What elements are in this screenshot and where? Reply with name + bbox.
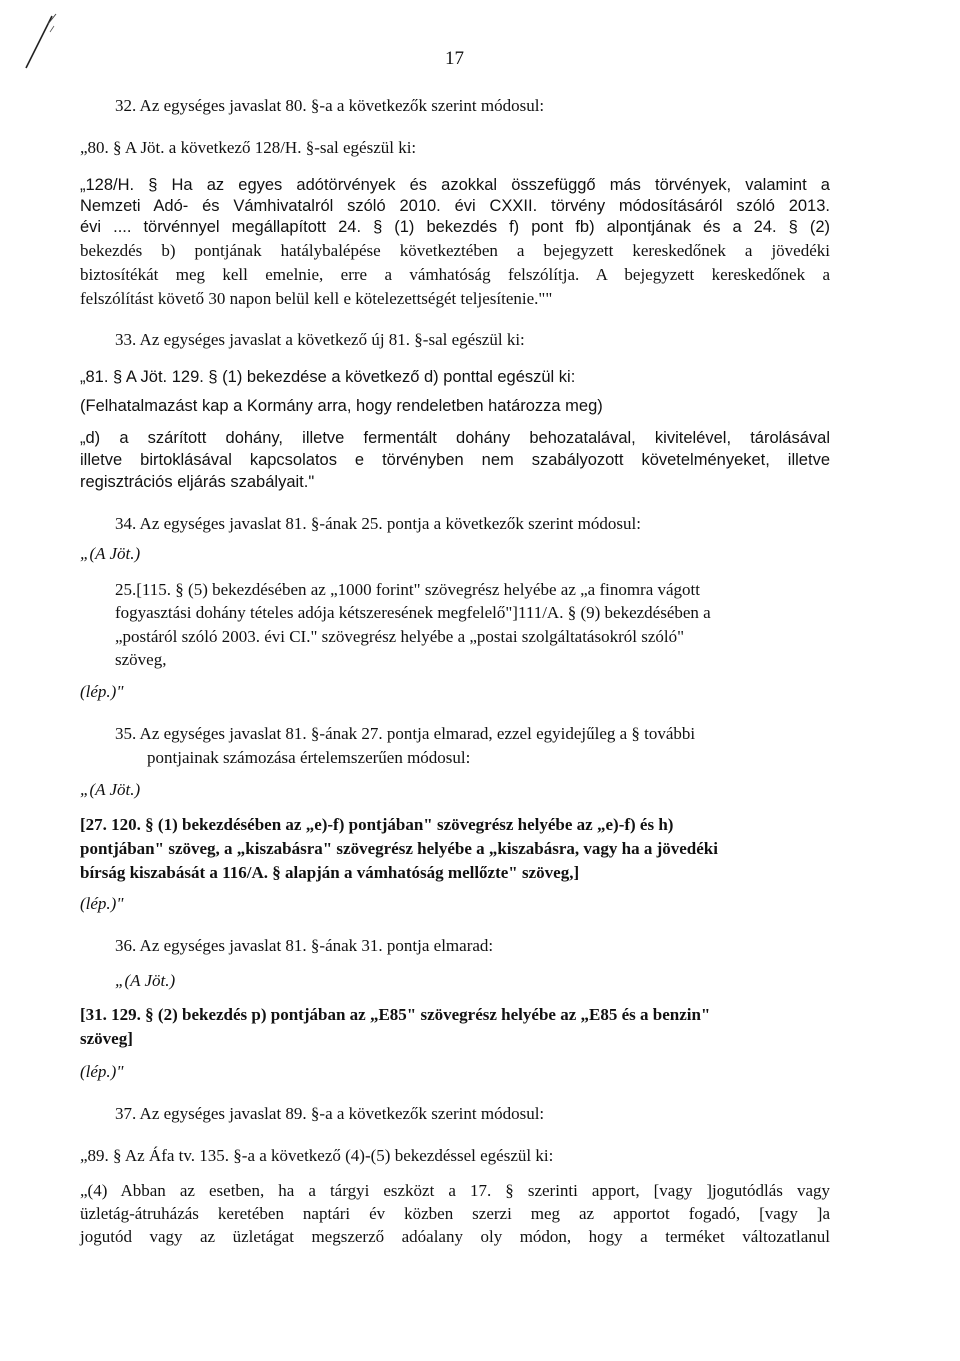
item-35-text-line: bírság kiszabását a 116/A. § alapján a vámhatóság mellőzte" szöveg,] xyxy=(80,863,580,882)
para-128h-line: Nemzeti Adó- és Vámhivatalról szóló 2010. évi CXXII. törvény módosításáról szóló 2013. xyxy=(80,197,830,215)
item-35-text-line: [27. 120. § (1) bekezdésében az „e)-f) pontjában" szövegrész helyébe az „e)-f) és h) xyxy=(80,815,674,834)
item-36-text-line: szöveg] xyxy=(80,1029,133,1048)
quote-81-point-d-line: regisztrációs eljárás szabályait." xyxy=(80,473,315,491)
quote-81-point-d-line: „d) a szárított dohány, illetve fermentált dohány behozatalával, kivitelével, tárolásával xyxy=(80,429,830,447)
item-37-heading: 37. Az egységes javaslat 89. §-a a következők szerint módosul: xyxy=(115,1104,545,1123)
item-35-text-line: pontjában" szöveg, a „kiszabásra" szövegrész helyébe a „kiszabásra, vagy ha a jövedéki xyxy=(80,839,718,858)
para-4-line: jogutód vagy az üzletágat megszerző adóalany oly módon, hogy a terméket változatlanul xyxy=(80,1227,830,1246)
item-33-heading: 33. Az egységes javaslat a következő új 81. §-sal egészül ki: xyxy=(115,330,525,349)
lep-label: (lép.)" xyxy=(80,682,124,701)
para-128h-line: bekezdés b) pontjának hatálybalépése következtében a bejegyzett kereskedőnek a jövedéki xyxy=(80,241,830,260)
item-34-text-line: szöveg, xyxy=(115,650,167,669)
handwritten-mark xyxy=(22,10,62,70)
para-128h-line: felszólítást követő 30 napon belül kell e kötelezettségét teljesítenie."" xyxy=(80,289,553,308)
item-32-heading: 32. Az egységes javaslat 80. §-a a következők szerint módosul: xyxy=(115,96,545,115)
item-34-text-line: 25.[115. § (5) bekezdésében az „1000 forint" szövegrész helyébe az „a finomra vágott xyxy=(115,580,701,599)
lep-label: (lép.)" xyxy=(80,1062,124,1081)
quote-81-intro: „81. § A Jöt. 129. § (1) bekezdése a következő d) ponttal egészül ki: xyxy=(80,368,576,386)
para-4-line: „(4) Abban az esetben, ha a tárgyi eszközt a 17. § szerinti apport, [vagy ]jogutódlás vagy xyxy=(80,1181,830,1200)
quote-81-point-d-line: illetve birtoklásával kapcsolatos e törvényben nem szabályozott követelményeket, illetve xyxy=(80,451,830,469)
jot-label: „(A Jöt.) xyxy=(80,780,141,799)
jot-label: „(A Jöt.) xyxy=(80,544,141,563)
para-128h-line: biztosítékát meg kell emelnie, erre a vámhatóság felszólítja. A bejegyzett kereskedőnek a xyxy=(80,265,830,284)
quote-80-intro: „80. § A Jöt. a következő 128/H. §-sal egészül ki: xyxy=(80,138,417,157)
para-128h-line: évi .... törvénnyel megállapított 24. § (1) bekezdés f) pont fb) alpontjának és a 24. § (2) xyxy=(80,218,830,236)
item-36-text-line: [31. 129. § (2) bekezdés p) pontjában az „E85" szövegrész helyébe az „E85 és a benzin" xyxy=(80,1005,711,1024)
quote-81-context: (Felhatalmazást kap a Kormány arra, hogy rendeletben határozza meg) xyxy=(80,397,603,415)
quote-89-intro: „89. § Az Áfa tv. 135. §-a a következő (4)-(5) bekezdéssel egészül ki: xyxy=(80,1146,554,1165)
lep-label: (lép.)" xyxy=(80,894,124,913)
jot-label: „(A Jöt.) xyxy=(115,971,176,990)
page-number: 17 xyxy=(445,48,464,69)
item-34-text-line: fogyasztási dohány tételes adója kétszeresének megfelelő"]111/A. § (9) bekezdésében a xyxy=(115,603,711,622)
item-34-heading: 34. Az egységes javaslat 81. §-ának 25. pontja a következők szerint módosul: xyxy=(115,514,641,533)
item-35-heading: 35. Az egységes javaslat 81. §-ának 27. pontja elmarad, ezzel egyidejűleg a § további xyxy=(115,724,696,743)
para-128h-line: „128/H. § Ha az egyes adótörvények és azokkal összefüggő más törvények, valamint a xyxy=(80,176,830,194)
para-4-line: üzletág-átruházás keretében naptári év közben szerzi meg az apportot fogadó, [vagy ]a xyxy=(80,1204,830,1223)
item-34-text-line: „postáról szóló 2003. évi CI." szövegrész helyébe a „postai szolgáltatásokról szóló" xyxy=(115,627,685,646)
item-36-heading: 36. Az egységes javaslat 81. §-ának 31. pontja elmarad: xyxy=(115,936,494,955)
item-35-heading-cont: pontjainak számozása értelemszerűen módosul: xyxy=(147,748,471,767)
